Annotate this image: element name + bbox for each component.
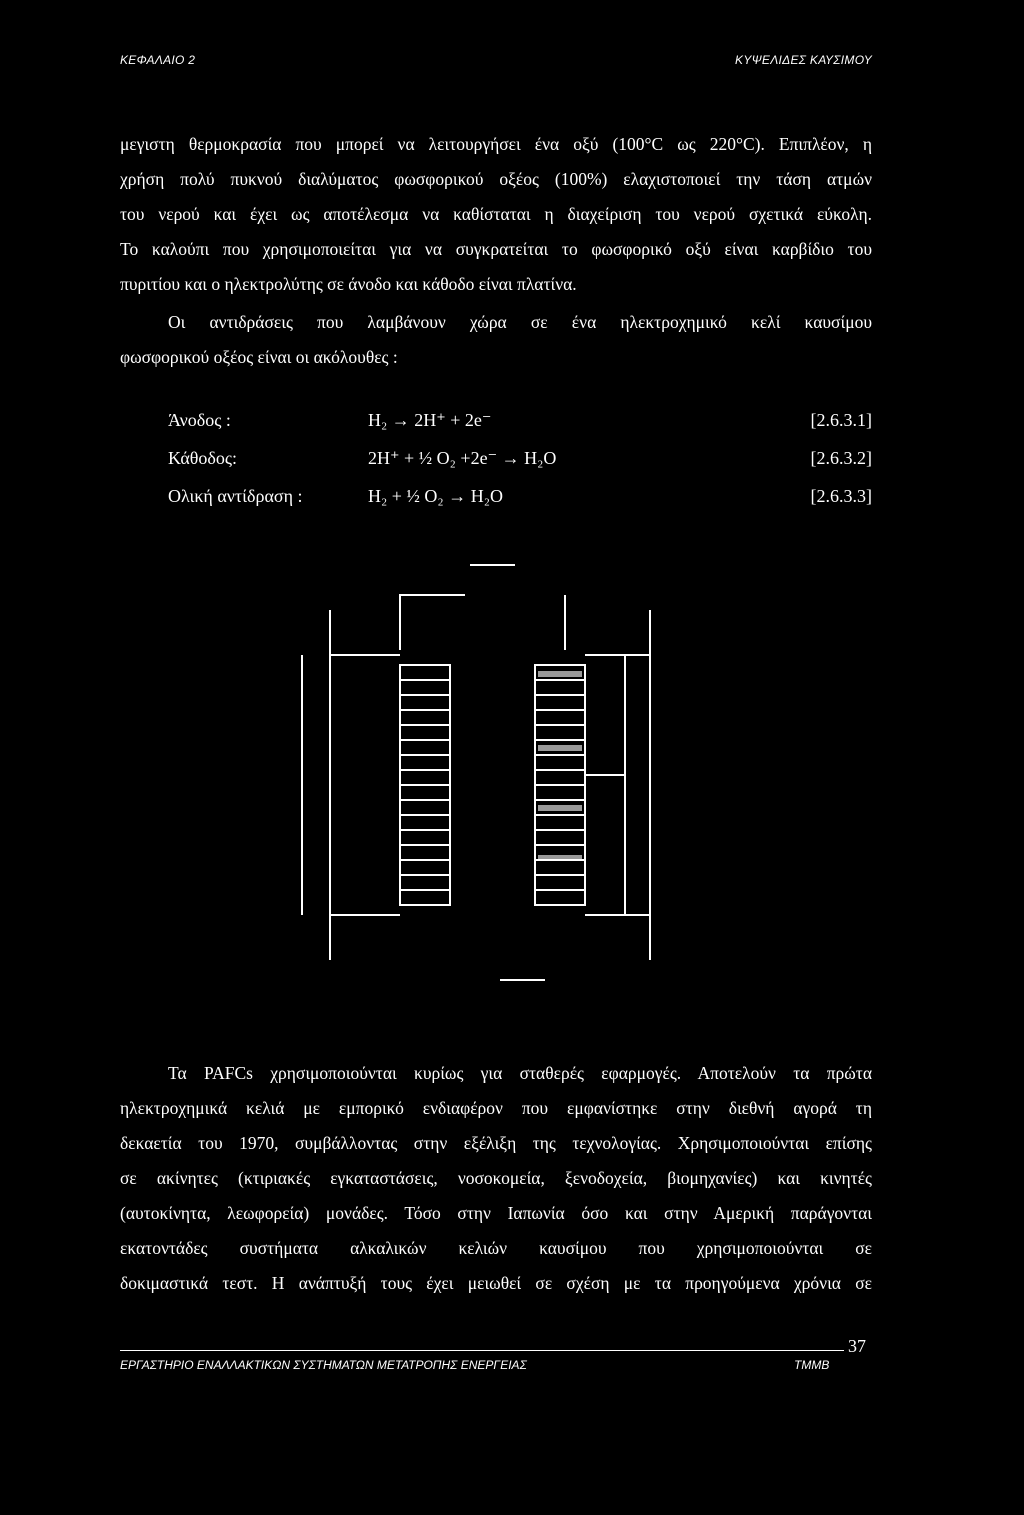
text-line: δεκαετία του 1970, συμβάλλοντας στην εξέλιξη της τεχνολογίας. Χρησιμοποιούνται επίσης: [120, 1133, 872, 1153]
running-header-title: ΚΥΨΕΛΙΔΕΣ ΚΑΥΣΙΜΟΥ: [735, 53, 872, 67]
equation-number: [2.6.3.1]: [810, 410, 872, 430]
text-line: Οι αντιδράσεις που λαμβάνουν χώρα σε ένα ηλεκτροχημικό κελί καυσίμου: [168, 312, 872, 332]
reaction-cathode: [168, 448, 872, 486]
footer-institution: ΕΡΓΑΣΤΗΡΙΟ ΕΝΑΛΛΑΚΤΙΚΩΝ ΣΥΣΤΗΜΑΤΩΝ ΜΕΤΑΤΡΟΠΗΣ ΕΝΕΡΓΕΙΑΣ: [120, 1358, 527, 1372]
text-line: Το καλούπι που χρησιμοποιείται για να συγκρατείται το φωσφορικό οξύ είναι καρβίδιο του: [120, 239, 872, 259]
reaction-label: Κάθοδος:: [168, 448, 237, 468]
footer-rule: [120, 1350, 844, 1351]
reaction-anode: [168, 410, 872, 448]
text-line: του νερού και έχει ως αποτέλεσμα να καθίσταται η διαχείριση του νερού σχετικά εύκολη.: [120, 204, 872, 224]
reaction-overall: [168, 486, 872, 524]
porous-region: [538, 855, 582, 861]
paragraph-applications: [120, 1056, 872, 1301]
text-line: σε ακίνητες (κτιριακές εγκαταστάσεις, νοσοκομεία, ξενοδοχεία, βιομηχανίες) και κινητές: [120, 1168, 872, 1188]
reaction-equation: 2H⁺ + ½ O₂ +2e⁻ → H₂O: [368, 448, 557, 468]
fuel-cell-diagram: [290, 555, 670, 995]
text-line: φωσφορικού οξέος είναι οι ακόλουθες :: [120, 347, 398, 367]
text-line: (αυτοκίνητα, λεωφορεία) μονάδες. Τόσο στην Ιαπωνία όσο και στην Αμερική παράγονται: [120, 1203, 872, 1223]
reaction-equation: H₂ + ½ O₂ → H₂O: [368, 486, 503, 506]
equation-number: [2.6.3.3]: [810, 486, 872, 506]
paragraph-intro: [120, 127, 872, 302]
paragraph-reactions-intro: [120, 305, 872, 375]
porous-region: [538, 745, 582, 751]
porous-region: [538, 805, 582, 811]
running-header-chapter: ΚΕΦΑΛΑΙΟ 2: [120, 53, 196, 67]
text-line: μεγιστη θερμοκρασία που μπορεί να λειτουργήσει ένα οξύ (100°C ως 220°C). Επιπλέον, η: [120, 134, 872, 154]
text-line: εκατοντάδες συστήματα αλκαλικών κελιών καυσίμου που χρησιμοποιούνται σε: [120, 1238, 872, 1258]
porous-regions: [538, 671, 582, 861]
footer-abbreviation: ΤΜΜΒ: [794, 1358, 830, 1372]
reaction-equation: H₂ → 2H⁺ + 2e⁻: [368, 410, 492, 430]
anode-lead: [400, 595, 465, 650]
text-line: δοκιμαστικά τεστ. Η ανάπτυξή τους έχει μειωθεί σε σχέση με τα προηγούμενα χρόνια σε: [120, 1273, 872, 1293]
porous-region: [538, 671, 582, 677]
text-line: Τα PAFCs χρησιμοποιούνται κυρίως για σταθερές εφαρμογές. Αποτελούν τα πρώτα: [168, 1063, 872, 1083]
page-number: 37: [848, 1336, 866, 1356]
text-line: ηλεκτροχημικά κελιά με εμπορικό ενδιαφέρον που εμφανίστηκε στην διεθνή αγορά τη: [120, 1098, 872, 1118]
reaction-label: Ολική αντίδραση :: [168, 486, 303, 506]
equation-number: [2.6.3.2]: [810, 448, 872, 468]
reaction-label: Άνοδος :: [168, 410, 231, 430]
reaction-list: [168, 410, 872, 524]
text-line: χρήση πολύ πυκνού διαλύματος φωσφορικού οξέος (100%) ελαχιστοποιεί την τάση ατμών: [120, 169, 872, 189]
anode-plates: [400, 680, 450, 890]
text-line: πυριτίου και ο ηλεκτρολύτης σε άνοδο και κάθοδο είναι πλατίνα.: [120, 274, 577, 294]
